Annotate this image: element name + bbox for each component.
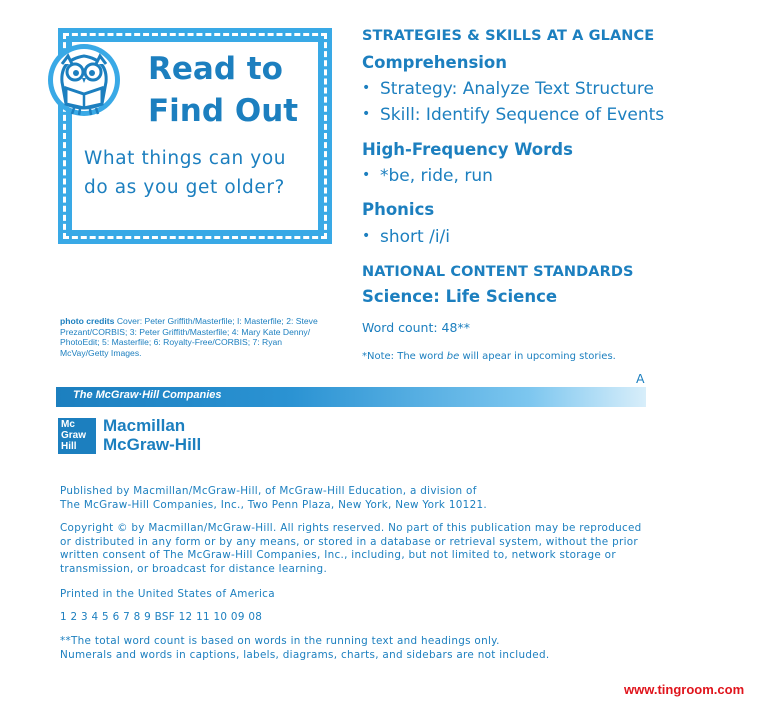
read-box-title-line2: Find Out: [148, 93, 299, 129]
high-frequency-heading: High-Frequency Words: [362, 140, 573, 159]
published-by-text: [60, 485, 720, 512]
comprehension-heading: Comprehension: [362, 53, 508, 72]
word-count: Word count: 48**: [362, 320, 470, 335]
publisher-name-line2: McGraw-Hill: [103, 435, 202, 454]
note-prefix: *Note: The word: [362, 351, 447, 362]
high-frequency-item-text: *be, ride, run: [380, 166, 493, 186]
high-frequency-item: • *be, ride, run: [362, 166, 493, 186]
level-letter: A: [636, 371, 645, 386]
photo-credits-text: Cover: Peter Griffith/Masterfile; I: Masterfile; 2: Steve Prezant/CORBIS; 3: Peter Griffith/Masterfile; 4: Mary Kate Denny/ PhotoEdit; 5: Masterfile; 6: Royalty-Free/CORBIS; 7: Ryan McVay/Getty Images.: [60, 316, 318, 358]
photo-credits: [60, 316, 320, 358]
watermark: www.tingroom.com: [624, 682, 745, 697]
standards-heading: NATIONAL CONTENT STANDARDS: [362, 264, 634, 280]
comprehension-item: • Skill: Identify Sequence of Events: [362, 105, 665, 125]
printed-in-text: Printed in the United States of America: [60, 588, 275, 600]
read-box-title-line1: Read to: [148, 51, 283, 87]
owl-reading-icon: [44, 42, 128, 122]
phonics-item: • short /i/i: [362, 227, 450, 247]
logo-letter-hill: Hill: [61, 441, 77, 452]
footnote-line: Numerals and words in captions, labels, diagrams, charts, and sidebars are not included.: [60, 648, 550, 661]
strategies-heading: STRATEGIES & SKILLS AT A GLANCE: [362, 28, 655, 44]
mcgraw-hill-logo: [58, 418, 96, 454]
photo-credits-label: photo credits: [60, 316, 115, 326]
published-line: Published by Macmillan/McGraw-Hill, of McGraw-Hill Education, a division of: [60, 485, 477, 497]
copyright-line: Copyright © by Macmillan/McGraw-Hill. All rights reserved. No part of this publication may be reproduced: [60, 522, 642, 534]
footnote-line: **The total word count is based on words in the running text and headings only.: [60, 635, 500, 647]
copyright-text: [60, 522, 740, 576]
comprehension-item-text: Skill: Identify Sequence of Events: [380, 105, 665, 125]
copyright-line: transmission, or broadcast for distance learning.: [60, 562, 328, 575]
phonics-heading: Phonics: [362, 200, 435, 219]
read-box-title: [148, 48, 318, 132]
phonics-item-text: short /i/i: [380, 227, 450, 247]
logo-letter-graw: Graw: [61, 430, 87, 441]
note-word: be: [446, 351, 460, 362]
print-line: 1 2 3 4 5 6 7 8 9 BSF 12 11 10 09 08: [60, 611, 263, 623]
logo-letter-mc: Mc: [61, 419, 75, 430]
publisher-banner-text: The McGraw·Hill Companies: [73, 389, 222, 401]
note-suffix: will apear in upcoming stories.: [459, 351, 616, 362]
comprehension-item: • Strategy: Analyze Text Structure: [362, 79, 654, 99]
standards-subject: Science: Life Science: [362, 287, 558, 306]
word-count-footnote: [60, 635, 740, 662]
published-line: The McGraw-Hill Companies, Inc., Two Penn Plaza, New York, New York 10121.: [60, 498, 487, 511]
publisher-name: [103, 416, 201, 454]
publisher-name-line1: Macmillan: [103, 416, 186, 435]
copyright-line: or distributed in any form or by any means, or stored in a database or retrieval system, without the prior: [60, 535, 638, 548]
comprehension-item-text: Strategy: Analyze Text Structure: [380, 79, 654, 99]
copyright-line: written consent of The McGraw-Hill Companies, Inc., including, but not limited to, network storage or: [60, 549, 616, 561]
note: [362, 351, 616, 362]
read-box-question: What things can you do as you get older?: [84, 148, 287, 198]
